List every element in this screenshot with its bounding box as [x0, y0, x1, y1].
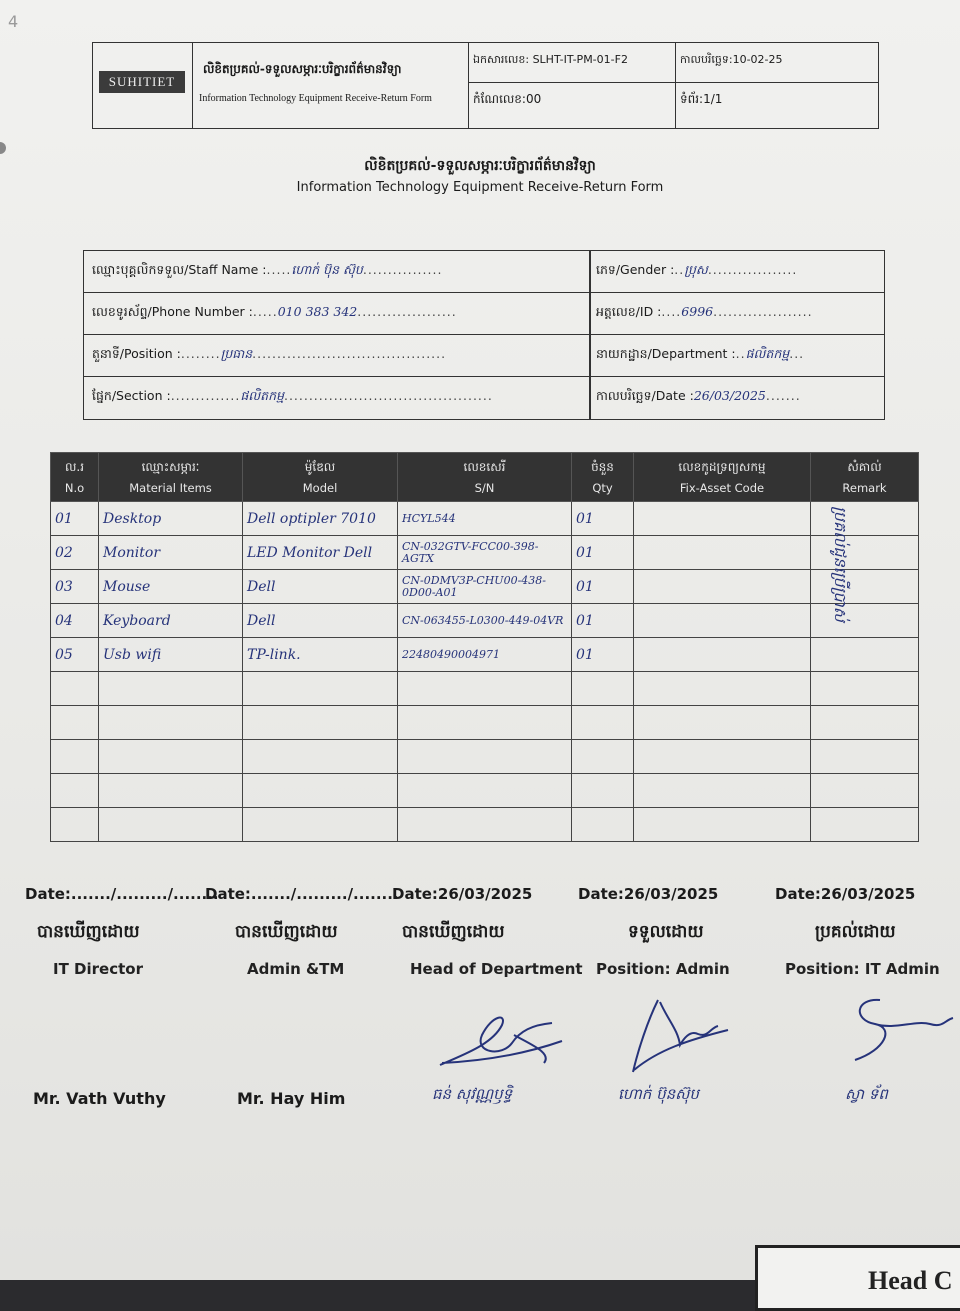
column-header-n-o: [51, 453, 99, 502]
cell-asset: [634, 570, 811, 604]
table-row: [51, 740, 919, 774]
table-row: [51, 706, 919, 740]
column-header-remark: [811, 453, 919, 502]
page-count: ទំព័រ:1/1: [680, 92, 723, 106]
doc-number-cell: [469, 43, 676, 83]
logo-cell: [93, 43, 193, 128]
info-row-position: តួនាទី/Position :........ប្រធាន....................................... នាយកដ្ឋាន/Department :..ផលិតកម្ម...: [84, 335, 884, 377]
signature-block-head-of-department: [392, 885, 583, 1103]
section-value: ផលិតកម្ម: [240, 388, 284, 403]
gender-value: ប្រុស: [684, 262, 708, 277]
form-title-kh: លិខិតប្រគល់-ទទួលសម្ភារៈបរិក្ខារព័ត៌មានវិទ្យា: [364, 158, 596, 174]
column-header-kh: ម៉ូឌែល: [304, 460, 336, 474]
column-header-en: Model: [302, 481, 338, 495]
sig-name: ស្វា ទ័ព: [845, 1085, 888, 1103]
department-value: ផលិតកម្ម: [745, 346, 790, 361]
column-header-kh: លេខកូដទ្រព្យសកម្ម: [678, 460, 766, 474]
column-header-kh: លេខសេរី: [463, 460, 506, 474]
sig-date: Date:......./........./........: [205, 885, 399, 903]
cell-asset: [634, 706, 811, 740]
header-date: កាលបរិច្ឆេទ:10-02-25: [680, 53, 783, 66]
cell-asset: [634, 536, 811, 570]
cell-asset: [634, 808, 811, 842]
cell-no: [51, 774, 99, 808]
cell-item: Keyboard: [99, 604, 243, 638]
column-header-en: Material Items: [129, 481, 212, 495]
sig-role: IT Director: [53, 960, 143, 978]
column-header-s-n: [398, 453, 572, 502]
cell-sn: CN-063455-L0300-449-04VR: [398, 604, 572, 638]
edition-cell: [469, 83, 676, 128]
cell-qty: 01: [572, 570, 634, 604]
cell-qty: [572, 774, 634, 808]
items-table-body: [51, 502, 919, 842]
cell-asset: [634, 604, 811, 638]
column-header-model: [243, 453, 398, 502]
header-date-cell: [676, 43, 878, 83]
position-value: ប្រធាន: [220, 346, 253, 361]
sig-name: ធន់ សុវណ្ណឫទ្ធិ: [432, 1085, 513, 1103]
cell-item: [99, 774, 243, 808]
phone-label: លេខទូរស័ព្ទ/Phone Number :: [92, 304, 253, 319]
position-label: តួនាទី/Position :: [92, 346, 181, 361]
signature-giver: [835, 990, 955, 1070]
cell-qty: [572, 808, 634, 842]
cell-model: [243, 774, 398, 808]
table-row: [51, 570, 919, 604]
signature-block-it-director: [25, 885, 219, 1108]
table-row: [51, 808, 919, 842]
items-table-header: [51, 453, 919, 502]
cell-model: [243, 672, 398, 706]
signature-block-receiver: [578, 885, 758, 1103]
table-row: [51, 672, 919, 706]
doc-number: ឯកសារលេខ: SLHT-IT-PM-01-F2: [473, 53, 628, 66]
column-header-en: N.o: [64, 481, 85, 495]
cell-sn: [398, 740, 572, 774]
column-header-en: Qty: [592, 481, 613, 495]
column-header-en: Fix-Asset Code: [679, 481, 765, 495]
sig-date: Date:26/03/2025: [775, 885, 916, 903]
table-row: [51, 604, 919, 638]
cell-qty: [572, 740, 634, 774]
next-form-edge: [755, 1245, 960, 1311]
cell-item: Usb wifi: [99, 638, 243, 672]
cell-no: [51, 808, 99, 842]
form-title-en: Information Technology Equipment Receive-Return Form: [296, 180, 664, 195]
company-logo: SUHITIET: [99, 71, 185, 93]
date-value: 26/03/2025: [693, 388, 766, 403]
cell-sn: 22480490004971: [398, 638, 572, 672]
sig-seen-label: ប្រគល់ដោយ: [815, 922, 896, 942]
document-header: [92, 42, 879, 129]
cell-model: [243, 706, 398, 740]
cell-remark: [811, 774, 919, 808]
cell-sn: [398, 774, 572, 808]
cell-model: TP-link.: [243, 638, 398, 672]
info-row-phone: លេខទូរស័ព្ទ/Phone Number :.....010 383 342.................... អត្តលេខ/ID :....6996....................: [84, 293, 884, 335]
sig-seen-label: ទទួលដោយ: [628, 922, 704, 942]
cell-remark: [811, 706, 919, 740]
column-header-material-items: [99, 453, 243, 502]
sig-role: Position: Admin: [596, 960, 730, 978]
cell-asset: [634, 774, 811, 808]
page-cell: [676, 83, 878, 128]
cell-no: 02: [51, 536, 99, 570]
signature-block-admin: [205, 885, 399, 1108]
cell-remark: [811, 808, 919, 842]
id-label: អត្តលេខ/ID :: [596, 304, 662, 319]
cell-sn: [398, 706, 572, 740]
header-title-kh: លិខិតប្រគល់-ទទួលសម្ភារៈបរិក្ខារព័ត៌មានវិទ្យា: [203, 62, 402, 76]
cell-sn: CN-0DMV3P-CHU00-438-0D00-A01: [398, 570, 572, 604]
column-header-kh: សំគាល់: [847, 460, 882, 474]
cell-item: Mouse: [99, 570, 243, 604]
sig-date: Date:......./........./........: [25, 885, 219, 903]
cell-model: LED Monitor Dell: [243, 536, 398, 570]
cell-model: [243, 808, 398, 842]
section-label: ផ្នែក/Section :: [92, 388, 171, 403]
sig-date: Date:26/03/2025: [578, 885, 719, 903]
column-header-en: S/N: [474, 481, 495, 495]
cell-asset: [634, 740, 811, 774]
info-row-name: ឈ្មោះបុគ្គលិកទទួល/Staff Name :.....ហោក់ ប៊ុន ស៊ុប................ ភេទ/Gender :..ប្រុស..................: [84, 251, 884, 293]
table-row: [51, 774, 919, 808]
column-header-kh: ល.រ: [64, 460, 85, 474]
department-label: នាយកដ្ឋាន/Department :: [596, 346, 736, 361]
cell-no: 03: [51, 570, 99, 604]
column-header-qty: [572, 453, 634, 502]
cell-item: Monitor: [99, 536, 243, 570]
date-label: កាលបរិច្ឆេទ/Date :: [596, 388, 694, 403]
cell-item: [99, 740, 243, 774]
cell-model: Dell: [243, 604, 398, 638]
cell-no: [51, 740, 99, 774]
header-title-cell: [193, 43, 469, 128]
cell-no: [51, 706, 99, 740]
column-header-kh: ចំនួន: [591, 460, 614, 474]
sig-date: Date:26/03/2025: [392, 885, 533, 903]
sig-seen-label: បានឃើញដោយ: [402, 922, 505, 942]
cell-model: [243, 740, 398, 774]
signature-block-giver: [775, 885, 960, 1103]
column-header-en: Remark: [842, 481, 887, 495]
cell-qty: 01: [572, 604, 634, 638]
sig-name: Mr. Hay Him: [237, 1089, 346, 1108]
phone-value: 010 383 342: [277, 304, 358, 319]
table-row: [51, 536, 919, 570]
sig-name: ហោក់ ប៊ុនស៊ុប: [618, 1085, 699, 1103]
sig-role: Position: IT Admin: [785, 960, 940, 978]
items-table: [50, 452, 919, 842]
cell-remark: [811, 740, 919, 774]
cell-asset: [634, 502, 811, 536]
remark-handwriting: ប្រគល់ជូនប្រើប្រាស់: [831, 506, 850, 622]
cell-sn: CN-032GTV-FCC00-398-AGTX: [398, 536, 572, 570]
table-row: [51, 502, 919, 536]
cell-model: Dell optipler 7010: [243, 502, 398, 536]
id-value: 6996: [681, 304, 714, 319]
cell-qty: 01: [572, 638, 634, 672]
cell-sn: HCYL544: [398, 502, 572, 536]
header-title-en: Information Technology Equipment Receive-Return Form: [199, 93, 432, 104]
cell-qty: 01: [572, 502, 634, 536]
sig-seen-label: បានឃើញដោយ: [37, 922, 140, 942]
column-header-kh: ឈ្មោះសម្ភារៈ: [141, 460, 200, 474]
cell-asset: [634, 672, 811, 706]
table-row: [51, 638, 919, 672]
cell-qty: 01: [572, 536, 634, 570]
gender-label: ភេទ/Gender :: [596, 262, 675, 277]
cell-no: 05: [51, 638, 99, 672]
cell-asset: [634, 638, 811, 672]
cell-item: [99, 808, 243, 842]
cell-item: [99, 706, 243, 740]
cell-item: Desktop: [99, 502, 243, 536]
signature-receiver: [628, 990, 738, 1080]
staff-info-box: [83, 250, 885, 420]
staff-name-label: ឈ្មោះបុគ្គលិកទទួល/Staff Name :: [92, 262, 267, 277]
edition: កំណែលេខ:00: [473, 92, 542, 106]
cell-no: 04: [51, 604, 99, 638]
cell-item: [99, 672, 243, 706]
cell-qty: [572, 672, 634, 706]
next-form-text: Head C: [868, 1266, 953, 1295]
sig-seen-label: បានឃើញដោយ: [235, 922, 338, 942]
background-page-number: 4: [8, 12, 19, 31]
sig-name: Mr. Vath Vuthy: [33, 1089, 166, 1108]
signature-head-of-department: [432, 1005, 572, 1075]
sig-role: Admin &TM: [247, 960, 345, 978]
staff-name-value: ហោក់ ប៊ុន ស៊ុប: [291, 262, 363, 277]
cell-sn: [398, 672, 572, 706]
info-row-section: ផ្នែក/Section :..............ផលិតកម្ម.......................................... កាលបរិច្ឆេទ/Date :26/03/2025.......: [92, 388, 801, 403]
cell-no: [51, 672, 99, 706]
column-header-fix-asset-code: [634, 453, 811, 502]
cell-model: Dell: [243, 570, 398, 604]
cell-qty: [572, 706, 634, 740]
cell-sn: [398, 808, 572, 842]
cell-no: 01: [51, 502, 99, 536]
sig-role: Head of Department: [410, 960, 583, 978]
